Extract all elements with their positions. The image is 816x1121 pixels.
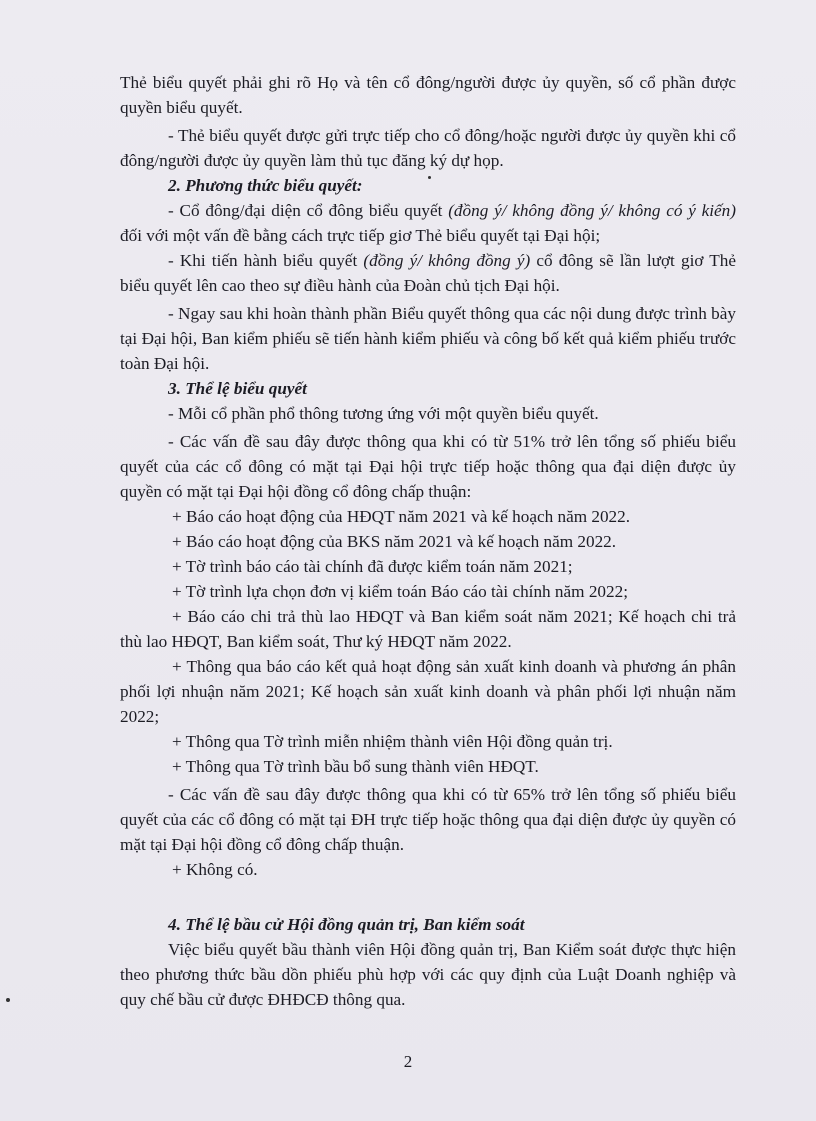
approval-51-item: + Thông qua Tờ trình miễn nhiệm thành viên Hội đồng quản trị. [172,732,613,751]
approval-51-item: + Báo cáo hoạt động của BKS năm 2021 và kế hoạch năm 2022. [172,532,617,551]
voting-rules-paragraph-3: - Các vấn đề sau đây được thông qua khi có từ 65% trở lên tổng số phiếu biểu quyết của các cổ đông có mặt tại ĐH trực tiếp hoặc thông qua đại diện được ủy quyền có mặt tại Đại hội đồng cổ đông chấp thuận. [120,785,736,854]
voting-method-paragraph-3: - Ngay sau khi hoàn thành phần Biểu quyết thông qua các nội dung được trình bày tại Đại hội, Ban kiểm phiếu sẽ tiến hành kiểm phiếu và công bố kết quả kiểm phiếu trước toàn Đại hội. [120,304,736,373]
approval-51-item: + Thông qua báo cáo kết quả hoạt động sản xuất kinh doanh và phương án phân phối lợi nhuận năm 2021; Kế hoạch sản xuất kinh doanh và phân phối lợi nhuận năm 2022; [120,657,736,726]
scan-speck [6,998,10,1002]
voting-rules-paragraph-2: - Các vấn đề sau đây được thông qua khi có từ 51% trở lên tổng số phiếu biểu quyết của các cổ đông có mặt tại Đại hội trực tiếp hoặc thông qua đại diện được ủy quyền có mặt tại Đại hội đồng cổ đông chấp thuận: [120,432,736,501]
document-body [120,70,736,1012]
page-number: 2 [403,1052,413,1071]
approval-51-item: + Thông qua Tờ trình bầu bổ sung thành viên HĐQT. [172,757,539,776]
approval-51-item: + Báo cáo hoạt động của HĐQT năm 2021 và kế hoạch năm 2022. [172,507,631,526]
ballot-info-paragraph: Thẻ biểu quyết phải ghi rõ Họ và tên cổ đông/người được ủy quyền, số cổ phần được quyền biểu quyết. [120,73,736,117]
approval-65-item: + Không có. [172,860,258,879]
approval-51-item: + Tờ trình báo cáo tài chính đã được kiểm toán năm 2021; [172,557,573,576]
scan-speck [428,176,431,179]
approval-51-item: + Tờ trình lựa chọn đơn vị kiểm toán Báo cáo tài chính năm 2022; [172,582,628,601]
voting-method-paragraph-1: - Cổ đông/đại diện cổ đông biểu quyết (đồng ý/ không đồng ý/ không có ý kiến) đối với một vấn đề bằng cách trực tiếp giơ Thẻ biểu quyết tại Đại hội; [120,201,736,245]
voting-rules-paragraph-1: - Mỗi cổ phần phổ thông tương ứng với một quyền biểu quyết. [168,404,599,423]
election-rules-paragraph: Việc biểu quyết bầu thành viên Hội đồng quản trị, Ban Kiểm soát được thực hiện theo phương thức bầu dồn phiếu phù hợp với các quy định của Luật Doanh nghiệp và quy chế bầu cử được ĐHĐCĐ thông qua. [120,940,736,1009]
voting-method-paragraph-2: - Khi tiến hành biểu quyết (đồng ý/ không đồng ý) cổ đông sẽ lần lượt giơ Thẻ biểu quyết lên cao theo sự điều hành của Đoàn chủ tịch Đại hội. [120,251,737,295]
section-2-heading: 2. Phương thức biểu quyết: [168,176,363,195]
approval-51-item: + Báo cáo chi trả thù lao HĐQT và Ban kiểm soát năm 2021; Kế hoạch chi trả thù lao HĐQT, Ban kiểm soát, Thư ký HĐQT năm 2022. [120,607,736,651]
ballot-delivery-paragraph: - Thẻ biểu quyết được gửi trực tiếp cho cổ đông/hoặc người được ủy quyền khi cổ đông/người được ủy quyền làm thủ tục đăng ký dự họp. [120,126,736,170]
section-4-heading: 4. Thể lệ bầu cử Hội đồng quản trị, Ban kiểm soát [168,915,525,934]
section-3-heading: 3. Thể lệ biểu quyết [168,379,307,398]
